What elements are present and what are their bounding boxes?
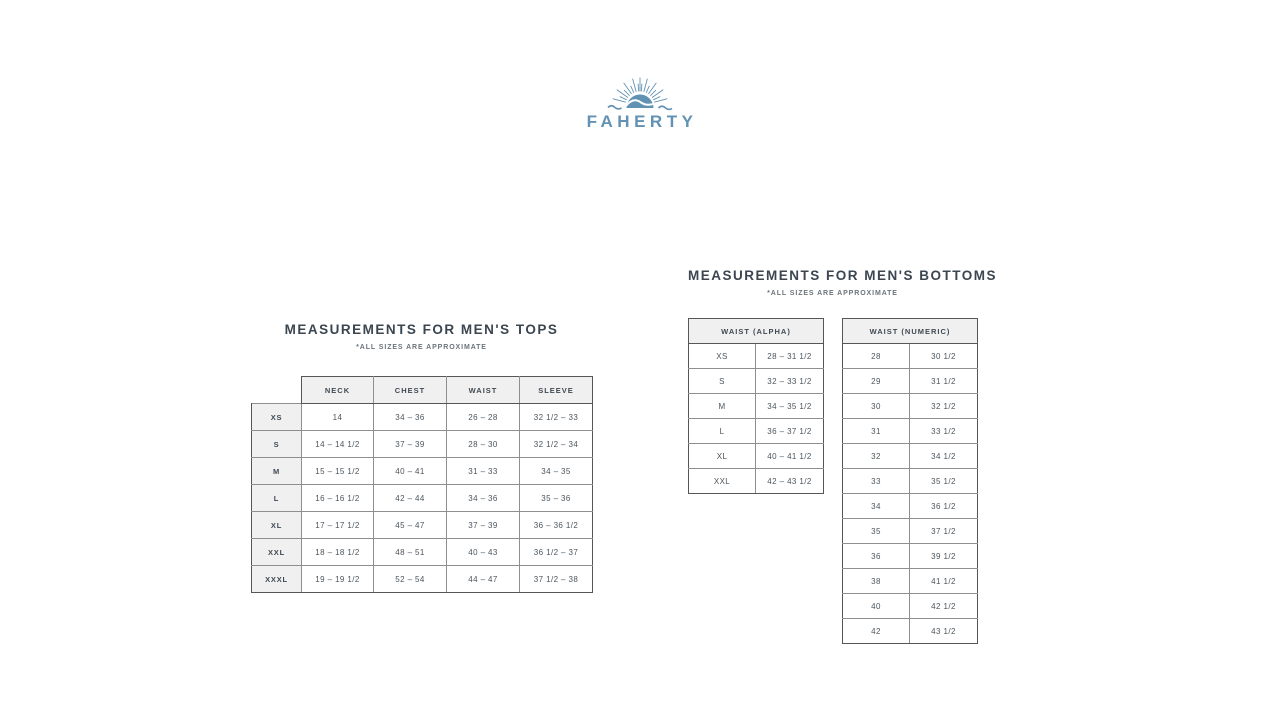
tops-size-table — [251, 376, 593, 593]
bottoms-section-heading — [688, 268, 997, 297]
table-row — [689, 469, 824, 494]
faherty-sun-icon — [595, 66, 685, 112]
measurement-cell: 34 – 35 1/2 — [756, 394, 824, 419]
size-cell: XXXL — [252, 566, 302, 593]
size-cell: 33 — [843, 469, 910, 494]
measurement-cell: 37 1/2 — [910, 519, 978, 544]
measurement-cell: 31 1/2 — [910, 369, 978, 394]
measurement-cell-waist: 34 – 36 — [447, 485, 520, 512]
measurement-cell-chest: 34 – 36 — [374, 404, 447, 431]
waist-numeric-header: WAIST (NUMERIC) — [843, 319, 978, 344]
table-row — [689, 344, 824, 369]
table-row — [843, 419, 978, 444]
table-row — [252, 485, 593, 512]
measurement-cell: 40 – 41 1/2 — [756, 444, 824, 469]
measurement-cell: 32 1/2 — [910, 394, 978, 419]
column-header-chest: CHEST — [374, 377, 447, 404]
column-header-neck: NECK — [302, 377, 374, 404]
table-row — [843, 494, 978, 519]
measurement-cell-sleeve: 36 1/2 – 37 — [520, 539, 593, 566]
tops-section — [251, 322, 592, 593]
size-cell: S — [689, 369, 756, 394]
size-cell: 38 — [843, 569, 910, 594]
corner-cell — [252, 377, 302, 404]
measurement-cell: 34 1/2 — [910, 444, 978, 469]
measurement-cell-neck: 16 – 16 1/2 — [302, 485, 374, 512]
size-cell: M — [252, 458, 302, 485]
alpha-header-row — [689, 319, 824, 344]
measurement-cell-neck: 15 – 15 1/2 — [302, 458, 374, 485]
size-cell: XL — [689, 444, 756, 469]
column-header-waist: WAIST — [447, 377, 520, 404]
table-row — [689, 444, 824, 469]
table-row — [843, 569, 978, 594]
table-row — [252, 404, 593, 431]
bottoms-title: MEASUREMENTS FOR MEN'S BOTTOMS — [688, 268, 997, 283]
waist-alpha-table — [688, 318, 824, 494]
size-cell: L — [689, 419, 756, 444]
waist-alpha-section — [688, 318, 824, 494]
table-row — [252, 539, 593, 566]
measurement-cell-waist: 26 – 28 — [447, 404, 520, 431]
faherty-logo[interactable] — [0, 66, 1280, 130]
table-row — [689, 394, 824, 419]
table-row — [843, 444, 978, 469]
size-cell: 32 — [843, 444, 910, 469]
size-cell: 29 — [843, 369, 910, 394]
size-cell: L — [252, 485, 302, 512]
measurement-cell: 41 1/2 — [910, 569, 978, 594]
table-row — [843, 394, 978, 419]
table-row — [843, 519, 978, 544]
measurement-cell-neck: 17 – 17 1/2 — [302, 512, 374, 539]
size-cell: 31 — [843, 419, 910, 444]
tops-subtitle: *ALL SIZES ARE APPROXIMATE — [356, 344, 487, 351]
tops-header-row — [252, 377, 593, 404]
measurement-cell-chest: 48 – 51 — [374, 539, 447, 566]
waist-numeric-section — [842, 318, 978, 644]
faherty-logo-text: FAHERTY — [586, 112, 698, 131]
size-cell: XXL — [689, 469, 756, 494]
table-row — [252, 566, 593, 593]
measurement-cell-waist: 40 – 43 — [447, 539, 520, 566]
table-row — [843, 469, 978, 494]
measurement-cell: 30 1/2 — [910, 344, 978, 369]
measurement-cell: 36 1/2 — [910, 494, 978, 519]
table-row — [843, 369, 978, 394]
waist-alpha-header: WAIST (ALPHA) — [689, 319, 824, 344]
table-row — [252, 431, 593, 458]
measurement-cell: 36 – 37 1/2 — [756, 419, 824, 444]
size-cell: XXL — [252, 539, 302, 566]
table-row — [689, 369, 824, 394]
table-row — [843, 619, 978, 644]
measurement-cell-chest: 42 – 44 — [374, 485, 447, 512]
size-cell: 36 — [843, 544, 910, 569]
table-row — [252, 458, 593, 485]
tops-title: MEASUREMENTS FOR MEN'S TOPS — [284, 322, 559, 337]
bottoms-subtitle: *ALL SIZES ARE APPROXIMATE — [767, 290, 898, 297]
measurement-cell-sleeve: 32 1/2 – 34 — [520, 431, 593, 458]
measurement-cell: 28 – 31 1/2 — [756, 344, 824, 369]
size-cell: XL — [252, 512, 302, 539]
size-cell: M — [689, 394, 756, 419]
size-cell: 40 — [843, 594, 910, 619]
measurement-cell-neck: 14 – 14 1/2 — [302, 431, 374, 458]
measurement-cell: 43 1/2 — [910, 619, 978, 644]
size-cell: S — [252, 431, 302, 458]
measurement-cell-chest: 52 – 54 — [374, 566, 447, 593]
size-cell: XS — [252, 404, 302, 431]
table-row — [252, 512, 593, 539]
measurement-cell: 42 – 43 1/2 — [756, 469, 824, 494]
size-cell: 34 — [843, 494, 910, 519]
size-cell: 35 — [843, 519, 910, 544]
measurement-cell-waist: 44 – 47 — [447, 566, 520, 593]
table-row — [843, 544, 978, 569]
measurement-cell-chest: 40 – 41 — [374, 458, 447, 485]
measurement-cell: 32 – 33 1/2 — [756, 369, 824, 394]
measurement-cell-sleeve: 37 1/2 – 38 — [520, 566, 593, 593]
measurement-cell-sleeve: 34 – 35 — [520, 458, 593, 485]
size-cell: 28 — [843, 344, 910, 369]
measurement-cell-neck: 18 – 18 1/2 — [302, 539, 374, 566]
measurement-cell-sleeve: 35 – 36 — [520, 485, 593, 512]
waist-numeric-table — [842, 318, 978, 644]
table-row — [843, 344, 978, 369]
measurement-cell: 42 1/2 — [910, 594, 978, 619]
table-row — [689, 419, 824, 444]
measurement-cell-sleeve: 32 1/2 – 33 — [520, 404, 593, 431]
size-cell: XS — [689, 344, 756, 369]
measurement-cell-neck: 14 — [302, 404, 374, 431]
measurement-cell-chest: 45 – 47 — [374, 512, 447, 539]
measurement-cell-waist: 31 – 33 — [447, 458, 520, 485]
measurement-cell-chest: 37 – 39 — [374, 431, 447, 458]
measurement-cell-sleeve: 36 – 36 1/2 — [520, 512, 593, 539]
column-header-sleeve: SLEEVE — [520, 377, 593, 404]
size-cell: 30 — [843, 394, 910, 419]
numeric-header-row — [843, 319, 978, 344]
measurement-cell: 33 1/2 — [910, 419, 978, 444]
measurement-cell: 35 1/2 — [910, 469, 978, 494]
measurement-cell: 39 1/2 — [910, 544, 978, 569]
measurement-cell-waist: 37 – 39 — [447, 512, 520, 539]
measurement-cell-neck: 19 – 19 1/2 — [302, 566, 374, 593]
measurement-cell-waist: 28 – 30 — [447, 431, 520, 458]
size-cell: 42 — [843, 619, 910, 644]
table-row — [843, 594, 978, 619]
